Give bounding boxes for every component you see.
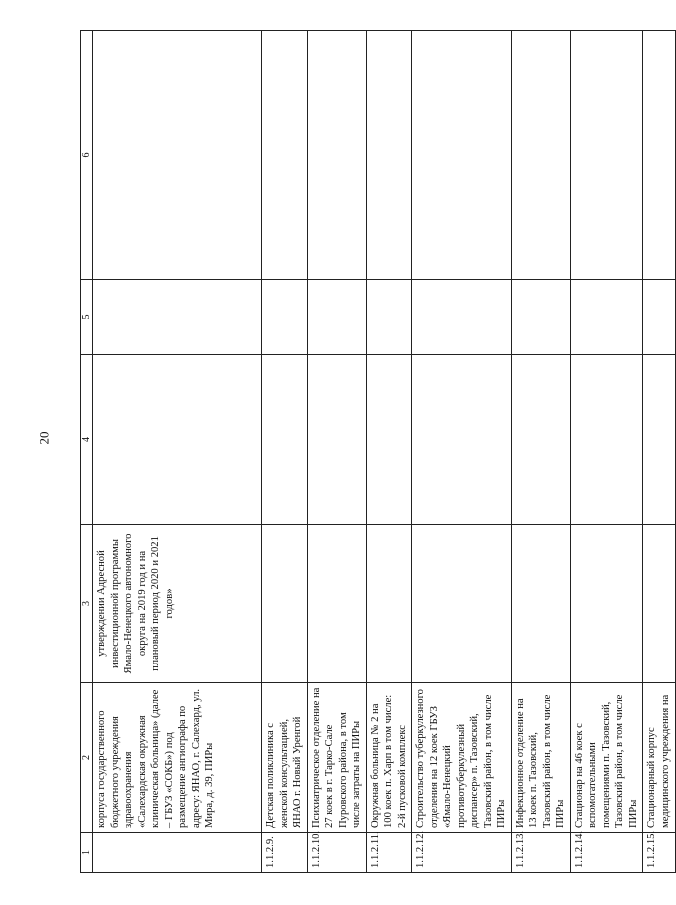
object-name: Строительство туберкулезного отделения на 12 коек ГБУЗ «Ямало-Ненецкий противотуберкулезный диспансер» п. Тазовский, Тазовский район, в том числе ПИРы	[412, 683, 512, 833]
table-row	[366, 31, 412, 873]
object-name: Стационар на 46 коек с вспомогательными помещениями п. Тазовский, Тазовский район, в том числе ПИРы	[570, 683, 643, 833]
object-name: Инфекционное отделение на 13 коек п. Тазовский, Тазовский район, в том числе ПИРы	[511, 683, 570, 833]
cell-col-5	[366, 280, 412, 355]
header-col-5: 5	[81, 280, 93, 355]
cell-col-5	[412, 280, 512, 355]
basis-cell	[262, 525, 308, 683]
cell-col-4	[643, 355, 676, 525]
cell-col-6	[366, 31, 412, 280]
basis-cell	[570, 525, 643, 683]
cell-col-4	[93, 355, 262, 525]
header-col-2: 2	[81, 683, 93, 833]
cell-col-5	[511, 280, 570, 355]
basis-cell	[511, 525, 570, 683]
page-number: 20	[36, 431, 52, 445]
basis-cell: утверждении Адресной инвестиционной программы Ямало-Ненецкого автономного округа на 2019 год и на плановый период 2020 и 2021 годов»	[93, 525, 262, 683]
header-col-6: 6	[81, 31, 93, 280]
cell-col-5	[307, 280, 366, 355]
rotated-table-sheet	[80, 30, 671, 873]
basis-cell	[366, 525, 412, 683]
table-row	[511, 31, 570, 873]
object-name: Стационарный корпус медицинского учреждения на	[643, 683, 676, 833]
object-name: корпуса государственного бюджетного учреждения здравоохранения «Салехардская окружная клиническая больница» (далее – ГБУЗ «СОКБ») под размещение ангиографа по адресу: ЯНАО, г. Салехард, ул. Мира, д. 39, ПИРы	[93, 683, 262, 833]
cell-col-4	[262, 355, 308, 525]
row-number: 1.1.2.11.	[366, 833, 412, 873]
cell-col-6	[412, 31, 512, 280]
cell-col-4	[366, 355, 412, 525]
header-col-1: 1	[81, 833, 93, 873]
row-number: 1.1.2.14.	[570, 833, 643, 873]
cell-col-6	[511, 31, 570, 280]
table-row	[307, 31, 366, 873]
cell-col-6	[570, 31, 643, 280]
cell-col-5	[262, 280, 308, 355]
table-header-row	[81, 31, 93, 873]
header-col-4: 4	[81, 355, 93, 525]
cell-col-4	[307, 355, 366, 525]
object-name: Психиатрическое отделение на 27 коек в г. Тарко-Сале Пуровского района, в том числе затраты на ПИРы	[307, 683, 366, 833]
table-row	[93, 31, 262, 873]
cell-col-4	[511, 355, 570, 525]
basis-cell	[643, 525, 676, 683]
row-number: 1.1.2.12.	[412, 833, 512, 873]
header-col-3: 3	[81, 525, 93, 683]
cell-col-5	[643, 280, 676, 355]
row-number: 1.1.2.13.	[511, 833, 570, 873]
cell-col-6	[262, 31, 308, 280]
object-name: Окружная больница № 2 на 100 коек п. Харп в том числе: 2-й пусковой комплекс	[366, 683, 412, 833]
cell-col-6	[643, 31, 676, 280]
basis-cell	[307, 525, 366, 683]
row-number	[93, 833, 262, 873]
program-table	[80, 30, 676, 873]
basis-cell	[412, 525, 512, 683]
cell-col-5	[93, 280, 262, 355]
table-row	[643, 31, 676, 873]
table-row	[570, 31, 643, 873]
row-number: 1.1.2.10.	[307, 833, 366, 873]
cell-col-4	[412, 355, 512, 525]
row-number: 1.1.2.15.	[643, 833, 676, 873]
object-name: Детская поликлиника с женской консультацией, ЯНАО г. Новый Уренгой	[262, 683, 308, 833]
table-row	[262, 31, 308, 873]
cell-col-6	[93, 31, 262, 280]
table-row	[412, 31, 512, 873]
cell-col-5	[570, 280, 643, 355]
cell-col-4	[570, 355, 643, 525]
cell-col-6	[307, 31, 366, 280]
row-number: 1.1.2.9.	[262, 833, 308, 873]
